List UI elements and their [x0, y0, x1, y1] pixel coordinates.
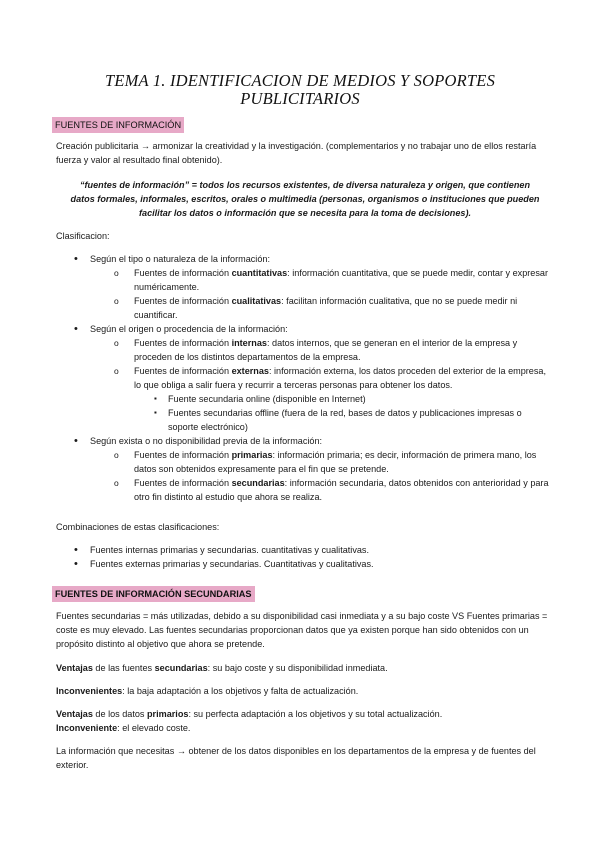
list-item: • Fuentes internas primarias y secundarias. cuantitativas y cualitativas.: [74, 543, 550, 557]
ventajas-primarios: [56, 707, 550, 721]
list-item-label: Según exista o no disponibilidad previa de la información:: [90, 436, 323, 446]
text: Fuentes de información: [134, 478, 232, 488]
bold-term: Ventajas: [56, 709, 93, 719]
page-title: TEMA 1. IDENTIFICACION DE MEDIOS Y SOPORTES PUBLICITARIOS: [104, 71, 496, 108]
list-item: [110, 294, 550, 322]
text: : información externa, los datos proceden del exterior de la empresa, lo que obliga a salir fuera y recurrir a terceras personas para obtener los datos.: [134, 366, 546, 390]
list-item-label: Según el tipo o naturaleza de la información:: [90, 254, 270, 264]
text: : datos internos, que se generan en el interior de la empresa y proceden de los distintos departamentos de la empresa.: [134, 338, 518, 362]
text: La información que necesitas: [56, 746, 177, 756]
text: Fuentes de información: [134, 450, 232, 460]
list-item: [110, 364, 550, 434]
sublist-origen: [90, 336, 550, 434]
text: : el elevado coste.: [117, 723, 191, 733]
secundarias-paragraph: Fuentes secundarias = más utilizadas, debido a su disponibilidad casi inmediata y a su bajo coste VS Fuentes primarias = coste es muy elevado. Las fuentes secundarias proporcionan datos que ya existen porque han sido obtenidos con un propósito distinto al objetivo que ahora se pretende.: [56, 611, 548, 649]
final-paragraph: [56, 744, 550, 772]
combinaciones-label: Combinaciones de estas clasificaciones:: [56, 522, 220, 532]
text: : su perfecta adaptación a los objetivos y su total actualización.: [188, 709, 443, 719]
text: : facilitan información cualitativa, que no se puede medir ni cuantificar.: [134, 296, 518, 320]
text: : información secundaria, datos obtenidos con anterioridad y para otro fin distinto al estudio que ahora se realiza.: [134, 478, 549, 502]
text: Fuentes de información: [134, 366, 232, 376]
bold-term: primarias: [231, 450, 273, 460]
text: de los datos: [92, 709, 147, 719]
definition-quote: “fuentes de información” = todos los recursos existentes, de diversa naturaleza y origen, que contienen datos formales, informales, escritos, orales o multimedia (personas, organismos o instituciones que pueden facilitar los datos o información que se necesita para la toma de decisiones).: [70, 180, 540, 218]
list-item: • Fuentes externas primarias y secundarias. Cuantitativas y cualitativas.: [74, 557, 550, 571]
bold-term: externas: [231, 366, 269, 376]
section-heading-secundarias: FUENTES DE INFORMACIÓN SECUNDARIAS: [52, 586, 255, 602]
text: Fuentes de información: [134, 338, 232, 348]
list-item: [110, 266, 550, 294]
arrow-right-icon: →: [140, 141, 151, 151]
text: : información primaria; es decir, información de primera mano, los datos son obtenidos expresamente para el fin que se pretende.: [134, 450, 537, 474]
bold-term: secundarias: [231, 478, 285, 488]
bold-term: cuantitativas: [231, 268, 288, 278]
bold-term: primarios: [147, 709, 189, 719]
arrow-right-icon: →: [176, 746, 186, 756]
list-item: ▪ Fuente secundaria online (disponible en Internet): [154, 392, 550, 406]
combinaciones-list: [74, 543, 550, 571]
list-item-label: Según el origen o procedencia de la información:: [90, 324, 288, 334]
text: : información cuantitativa, que se puede medir, contar y expresar numéricamente.: [134, 268, 548, 292]
clasificacion-label: Clasificacion:: [56, 231, 110, 241]
list-item: [110, 476, 550, 504]
ventajas-secundarias: [56, 661, 550, 675]
bold-term: Inconvenientes: [56, 686, 123, 696]
bold-term: Ventajas: [56, 663, 93, 673]
list-item: [110, 448, 550, 476]
intro-text-b: armonizar la creatividad y la investigación. (complementarios y no trabajar uno de ellos restaría fuerza y valor al resultado final obtenido).: [56, 141, 537, 165]
list-item-origen: [74, 322, 550, 434]
text: Fuentes de información: [134, 268, 232, 278]
clasificacion-list: [74, 252, 550, 504]
text: : su bajo coste y su disponibilidad inmediata.: [207, 663, 388, 673]
inconveniente-primarios: [56, 721, 550, 735]
section-heading-fuentes: FUENTES DE INFORMACIÓN: [52, 117, 184, 133]
sublist-disponibilidad: [90, 448, 550, 504]
sublist-externas: [134, 392, 550, 434]
intro-paragraph: [56, 139, 550, 167]
list-item: [110, 336, 550, 364]
list-item-disponibilidad: [74, 434, 550, 504]
inconvenientes-secundarias: [56, 684, 550, 698]
bold-term: cualitativas: [231, 296, 282, 306]
bold-term: secundarias: [154, 663, 208, 673]
sublist-tipo: [90, 266, 550, 322]
text: : la baja adaptación a los objetivos y falta de actualización.: [122, 686, 359, 696]
text: obtener de los datos disponibles en los departamentos de la empresa y de fuentes del exterior.: [56, 746, 536, 770]
intro-text-a: Creación publicitaria: [56, 141, 139, 151]
list-item: ▪ Fuentes secundarias offline (fuera de la red, bases de datos y publicaciones impresas o soporte electrónico): [154, 406, 550, 434]
bold-term: Inconveniente: [56, 723, 118, 733]
list-item-tipo: [74, 252, 550, 322]
text: Fuentes de información: [134, 296, 232, 306]
text: de las fuentes: [92, 663, 155, 673]
bold-term: internas: [231, 338, 267, 348]
